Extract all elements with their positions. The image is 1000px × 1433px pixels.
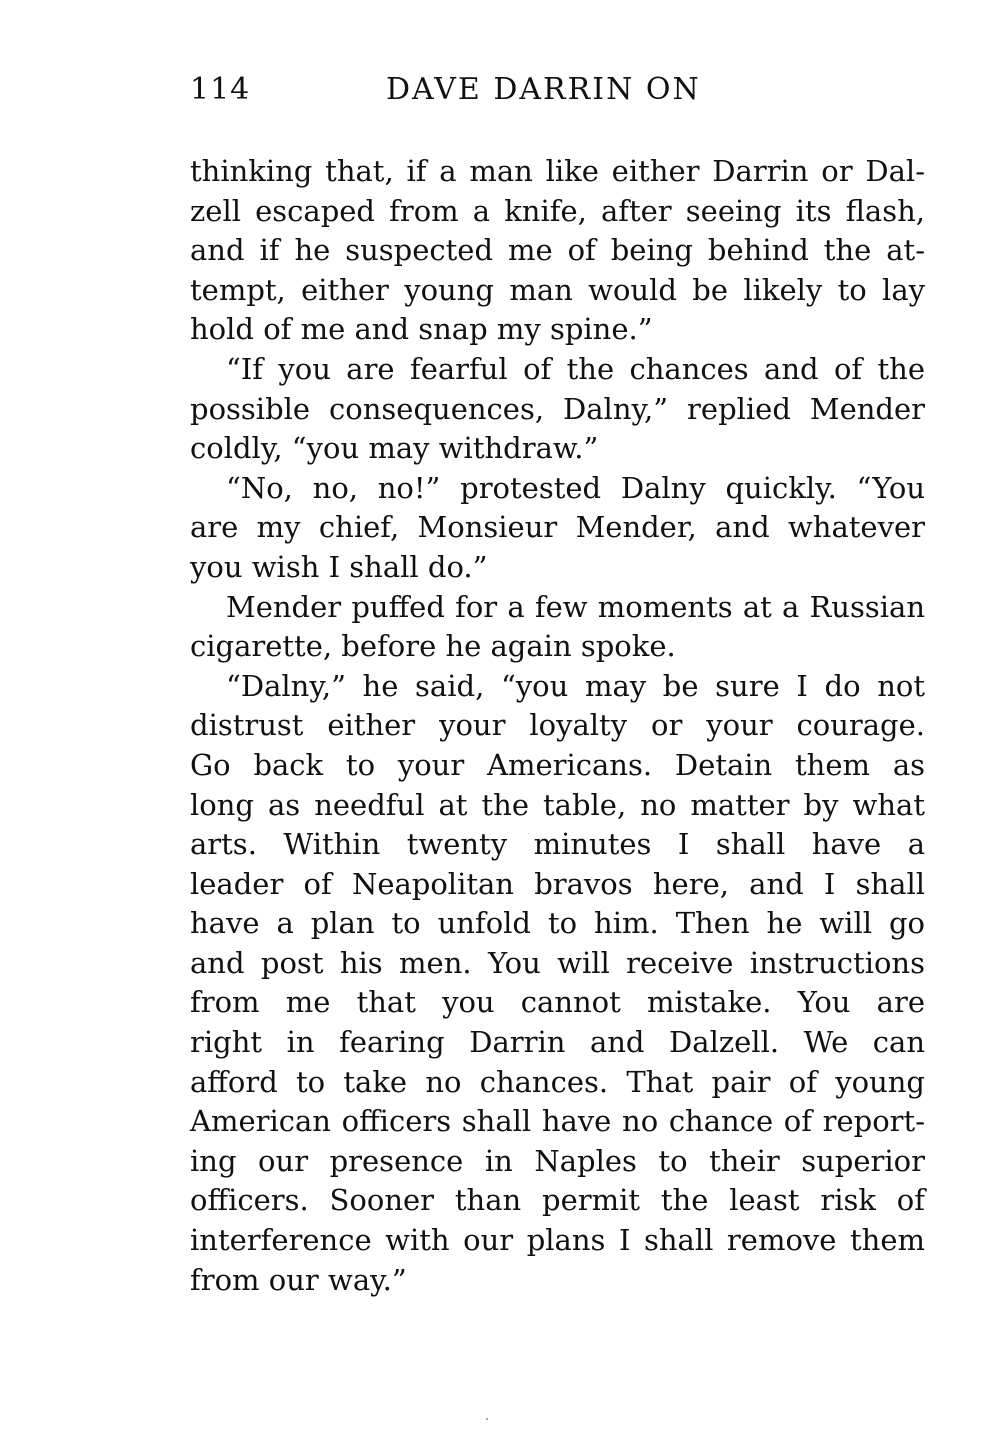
page-header bbox=[190, 72, 925, 112]
paragraph-start-line: “No, no, no!” protested Dalny quickly. “You bbox=[226, 470, 925, 505]
body-text bbox=[190, 152, 925, 1300]
page-number: 114 bbox=[190, 72, 251, 107]
text-line: ing our presence in Naples to their superior bbox=[190, 1143, 925, 1178]
text-line: are my chief, Monsieur Mender, and whatever bbox=[190, 510, 925, 545]
text-line: right in fearing Darrin and Dalzell. We can bbox=[190, 1025, 925, 1060]
text-line: zell escaped from a knife, after seeing its flash, bbox=[190, 193, 925, 228]
text-line: American officers shall have no chance of report- bbox=[190, 1104, 925, 1139]
text-line: have a plan to unfold to him. Then he will go bbox=[190, 906, 925, 941]
text-line: arts. Within twenty minutes I shall have a bbox=[190, 827, 925, 862]
paragraph-start-line: Mender puffed for a few moments at a Russian bbox=[226, 589, 925, 624]
text-line: possible consequences, Dalny,” replied Mender bbox=[190, 391, 925, 426]
paragraph-start-line: “If you are fearful of the chances and of the bbox=[226, 351, 925, 386]
text-line: Go back to your Americans. Detain them as bbox=[190, 747, 925, 782]
text-line: afford to take no chances. That pair of young bbox=[190, 1064, 925, 1099]
text-line: tempt, either young man would be likely to lay bbox=[190, 272, 925, 307]
text-line: and post his men. You will receive instructions bbox=[190, 945, 925, 980]
text-line: from our way.” bbox=[190, 1262, 407, 1297]
text-line: hold of me and snap my spine.” bbox=[190, 312, 653, 347]
print-speck bbox=[486, 1418, 488, 1420]
text-line: thinking that, if a man like either Darrin or Dal- bbox=[190, 154, 925, 188]
text-line: you wish I shall do.” bbox=[190, 549, 488, 584]
text-line: officers. Sooner than permit the least risk of bbox=[190, 1183, 925, 1218]
text-line: and if he suspected me of being behind the at- bbox=[190, 233, 925, 268]
text-line: cigarette, before he again spoke. bbox=[190, 629, 676, 664]
paragraph-start-line: “Dalny,” he said, “you may be sure I do not bbox=[226, 668, 925, 703]
text-line: long as needful at the table, no matter by what bbox=[190, 787, 925, 822]
running-title: DAVE DARRIN ON bbox=[386, 72, 701, 107]
text-line: distrust either your loyalty or your courage. bbox=[190, 708, 925, 743]
text-line: leader of Neapolitan bravos here, and I shall bbox=[190, 866, 925, 901]
text-line: interference with our plans I shall remove them bbox=[190, 1223, 925, 1258]
text-line: coldly, “you may withdraw.” bbox=[190, 431, 599, 466]
text-line: from me that you cannot mistake. You are bbox=[190, 985, 925, 1020]
